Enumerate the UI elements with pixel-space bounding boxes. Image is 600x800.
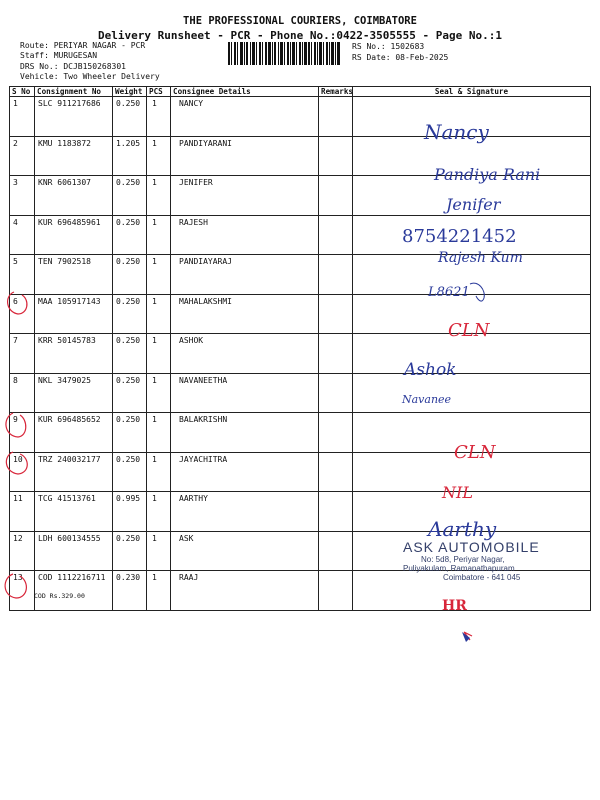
cell-weight: 0.250: [113, 373, 147, 413]
delivery-table: [9, 86, 591, 611]
rs-date: RS Date: 08-Feb-2025: [352, 53, 449, 62]
cell-remarks: [319, 531, 353, 571]
cell-signature: [353, 176, 591, 216]
cell-remarks: [319, 97, 353, 137]
cell-consignment-no: MAA 105917143: [35, 294, 113, 334]
cell-sno: 9: [10, 413, 35, 453]
cell-sno: 7: [10, 334, 35, 374]
cell-weight: 0.250: [113, 97, 147, 137]
cell-sno: 5: [10, 255, 35, 295]
cell-signature: [353, 136, 591, 176]
cell-sno: 1: [10, 97, 35, 137]
cell-consignment-no: COD 1112216711: [35, 571, 113, 611]
cell-consignee: RAAJ: [171, 571, 319, 611]
company-title: THE PROFESSIONAL COURIERS, COIMBATORE: [183, 15, 417, 27]
signature-jenifer: Jenifer: [446, 195, 501, 214]
signature-mahalakshmi: L8621: [428, 285, 470, 300]
cell-sno: 11: [10, 492, 35, 532]
cell-pcs: 1: [147, 136, 171, 176]
stamp-address-1: No: 5d8, Periyar Nagar,: [421, 555, 505, 564]
cell-consignment-no: KRR 50145783: [35, 334, 113, 374]
remark-cln-2: CLN: [454, 442, 496, 463]
table-row: [10, 452, 591, 492]
table-row: [10, 255, 591, 295]
cell-consignee: PANDIAYARAJ: [171, 255, 319, 295]
table-row: [10, 136, 591, 176]
cell-sno: 10: [10, 452, 35, 492]
table-header-row: [10, 87, 591, 97]
table-row: [10, 492, 591, 532]
remark-hr: HR: [442, 598, 467, 614]
cell-consignee: MAHALAKSHMI: [171, 294, 319, 334]
cell-consignee: AARTHY: [171, 492, 319, 532]
cell-remarks: [319, 413, 353, 453]
cell-remarks: [319, 373, 353, 413]
col-header-pcs: PCS: [147, 87, 171, 97]
remark-nil: NIL: [442, 483, 473, 502]
cell-signature: [353, 255, 591, 295]
cell-consignment-no: SLC 911217686: [35, 97, 113, 137]
table-row: [10, 97, 591, 137]
cell-pcs: 1: [147, 413, 171, 453]
cell-consignment-no: TEN 7902518: [35, 255, 113, 295]
cell-remarks: [319, 176, 353, 216]
cell-sno: 4: [10, 215, 35, 255]
cell-pcs: 1: [147, 492, 171, 532]
cell-consignment-no: KUR 696485961: [35, 215, 113, 255]
red-check-mark: [464, 632, 472, 640]
cell-weight: 0.250: [113, 215, 147, 255]
cod-amount-note: COD Rs.329.00: [34, 592, 85, 600]
cell-signature: [353, 97, 591, 137]
signature-navaneetha: Navanee: [402, 393, 452, 406]
cell-weight: 0.250: [113, 531, 147, 571]
table-row: [10, 294, 591, 334]
cell-signature: [353, 294, 591, 334]
cell-remarks: [319, 492, 353, 532]
cell-remarks: [319, 334, 353, 374]
cell-pcs: 1: [147, 334, 171, 374]
cell-signature: [353, 413, 591, 453]
cell-weight: 0.250: [113, 452, 147, 492]
table-row: [10, 373, 591, 413]
col-header-consignee: Consignee Details: [171, 87, 319, 97]
cell-sno: 2: [10, 136, 35, 176]
table-row: [10, 176, 591, 216]
signature-pandiya: Pandiya Rani: [434, 165, 541, 184]
cell-pcs: 1: [147, 215, 171, 255]
cell-consignment-no: KUR 696485652: [35, 413, 113, 453]
cell-consignee: NAVANEETHA: [171, 373, 319, 413]
cell-remarks: [319, 215, 353, 255]
cell-remarks: [319, 452, 353, 492]
cell-sno: 13: [10, 571, 35, 611]
cell-pcs: 1: [147, 452, 171, 492]
cell-pcs: 1: [147, 531, 171, 571]
drs-number: DRS No.: DCJB150268301: [20, 62, 126, 71]
cell-pcs: 1: [147, 571, 171, 611]
cell-weight: 0.230: [113, 571, 147, 611]
cell-weight: 0.250: [113, 334, 147, 374]
cell-remarks: [319, 255, 353, 295]
col-header-sno: S No: [10, 87, 35, 97]
cell-signature: [353, 492, 591, 532]
cell-consignment-no: TRZ 240032177: [35, 452, 113, 492]
company-stamp: [403, 539, 573, 582]
stamp-address-3: Coimbatore - 641 045: [443, 573, 521, 582]
cell-remarks: [319, 571, 353, 611]
signature-rajesh: Rajesh Kum: [438, 250, 523, 266]
cell-signature: [353, 373, 591, 413]
col-header-signature: Seal & Signature: [353, 87, 591, 97]
cell-signature: [353, 452, 591, 492]
runsheet-subtitle: Delivery Runsheet - PCR - Phone No.:0422-3505555 - Page No.:1: [98, 29, 502, 42]
cell-consignee: NANCY: [171, 97, 319, 137]
cell-weight: 1.205: [113, 136, 147, 176]
col-header-weight: Weight: [113, 87, 147, 97]
cell-pcs: 1: [147, 255, 171, 295]
cell-consignment-no: TCG 41513761: [35, 492, 113, 532]
table-row: [10, 334, 591, 374]
stamp-name: ASK AUTOMOBILE: [403, 539, 540, 555]
signature-nancy: Nancy: [424, 120, 489, 144]
cell-weight: 0.250: [113, 413, 147, 453]
cell-consignee: JENIFER: [171, 176, 319, 216]
cell-signature: [353, 334, 591, 374]
cell-sno: 12: [10, 531, 35, 571]
cell-weight: 0.995: [113, 492, 147, 532]
col-header-consignment: Consignment No: [35, 87, 113, 97]
cell-consignment-no: NKL 3479025: [35, 373, 113, 413]
cell-pcs: 1: [147, 176, 171, 216]
cell-consignee: ASHOK: [171, 334, 319, 374]
cell-consignee: ASK: [171, 531, 319, 571]
cell-consignee: PANDIYARANI: [171, 136, 319, 176]
barcode-image: [228, 42, 340, 65]
cell-sno: 3: [10, 176, 35, 216]
ink-blot: [462, 632, 470, 642]
staff-info: Staff: MURUGESAN: [20, 51, 98, 60]
cell-remarks: [319, 294, 353, 334]
handwritten-phone: 8754221452: [402, 226, 517, 247]
cell-weight: 0.250: [113, 176, 147, 216]
cell-consignee: BALAKRISHN: [171, 413, 319, 453]
cell-sno: 8: [10, 373, 35, 413]
cell-consignee: JAYACHITRA: [171, 452, 319, 492]
signature-aarthy: Aarthy: [428, 517, 497, 541]
cell-consignment-no: LDH 600134555: [35, 531, 113, 571]
cell-pcs: 1: [147, 373, 171, 413]
cell-sno: 6: [10, 294, 35, 334]
route-info: Route: PERIYAR NAGAR - PCR: [20, 41, 146, 50]
cell-remarks: [319, 136, 353, 176]
col-header-remarks: Remarks: [319, 87, 353, 97]
cell-pcs: 1: [147, 294, 171, 334]
table-row: [10, 215, 591, 255]
cell-consignment-no: KNR 6061307: [35, 176, 113, 216]
cell-weight: 0.250: [113, 255, 147, 295]
cell-pcs: 1: [147, 97, 171, 137]
cell-signature: [353, 215, 591, 255]
signature-ashok: Ashok: [404, 360, 457, 380]
table-row: [10, 413, 591, 453]
stamp-address-2: Puliyakulam, Ramanathapuram: [403, 564, 515, 573]
cell-consignment-no: KMU 1183872: [35, 136, 113, 176]
cell-consignee: RAJESH: [171, 215, 319, 255]
vehicle-info: Vehicle: Two Wheeler Delivery: [20, 72, 160, 81]
rs-number: RS No.: 1502683: [352, 42, 425, 51]
remark-cln-1: CLN: [448, 320, 490, 341]
cell-weight: 0.250: [113, 294, 147, 334]
